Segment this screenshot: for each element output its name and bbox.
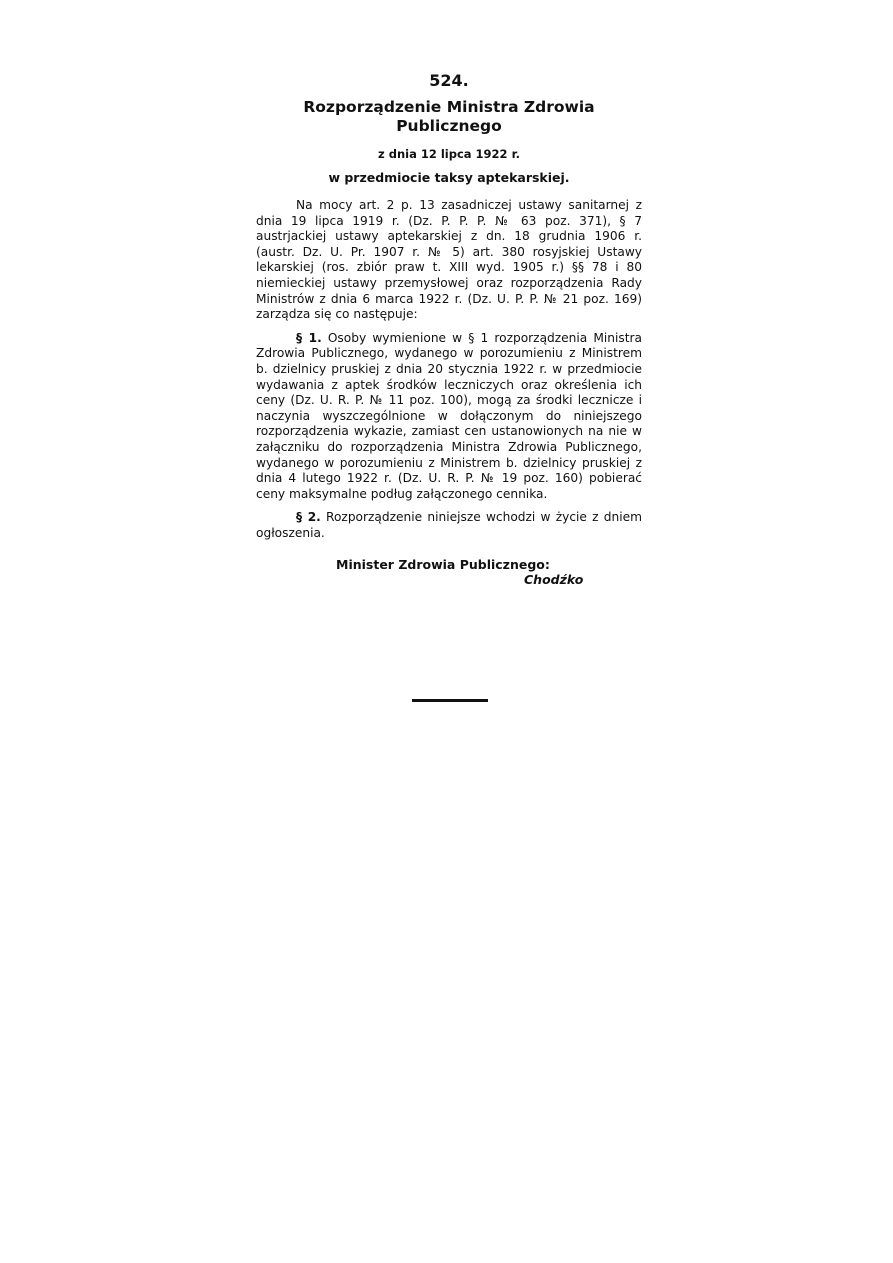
section-2-text: Rozporządzenie niniejsze wchodzi w życie z dniem ogłoszenia.	[256, 510, 643, 540]
section-2-paragraph	[256, 510, 642, 541]
section-2-label: § 2.	[296, 510, 321, 525]
section-1-paragraph	[256, 331, 642, 503]
document-date: z dnia 12 lipca 1922 r.	[378, 147, 520, 161]
section-1-text: Osoby wymienione w § 1 rozporządzenia Ministra Zdrowia Publicznego, wydanego w porozumieniu z Ministrem b. dzielnicy pruskiej z dnia 20 stycznia 1922 r. w przedmiocie wydawania z aptek środków leczniczych oraz określenia ich ceny (Dz. U. R. P. № 11 poz. 100), mogą za środki lecznicze i naczynia wyszczególnione w dołączonym do niniejszego rozporządzenia wykazie, zamiast cen ustanowionych na nie w załączniku do rozporządzenia Ministra Zdrowia Publicznego, wydanego w porozumieniu z Ministrem b. dzielnicy pruskiej z dnia 4 lutego 1922 r. (Dz. U. R. P. № 19 poz. 160) pobierać ceny maksymalne podług załączonego cennika.	[256, 330, 642, 501]
title-line-2: Publicznego	[396, 117, 502, 135]
document-column	[256, 70, 642, 587]
signature-title: Minister Zdrowia Publicznego:	[336, 557, 550, 573]
title-line-1: Rozporządzenie Ministra Zdrowia	[303, 98, 595, 116]
document-subject: w przedmiocie taksy aptekarskiej.	[328, 170, 570, 185]
signature-name: Chodźko	[524, 572, 584, 588]
act-number: 524.	[429, 71, 469, 90]
document-title	[256, 98, 642, 136]
preamble-paragraph: Na mocy art. 2 p. 13 zasadniczej ustawy sanitarnej z dnia 19 lipca 1919 r. (Dz. P. P. P. № 63 poz. 371), § 7 austrjackiej ustawy aptekarskiej z dn. 18 grudnia 1906 r. (austr. Dz. U. Pr. 1907 r. № 5) art. 380 rosyjskiej Ustawy lekarskiej (ros. zbiór praw t. XIII wyd. 1905 r.) §§ 78 i 80 niemieckiej ustawy przemysłowej oraz rozporządzenia Rady Ministrów z dnia 6 marca 1922 r. (Dz. U. P. P. № 21 poz. 169) zarządza się co następuje:	[256, 198, 642, 322]
section-1-label: § 1.	[296, 330, 322, 345]
end-rule-divider	[412, 699, 488, 702]
